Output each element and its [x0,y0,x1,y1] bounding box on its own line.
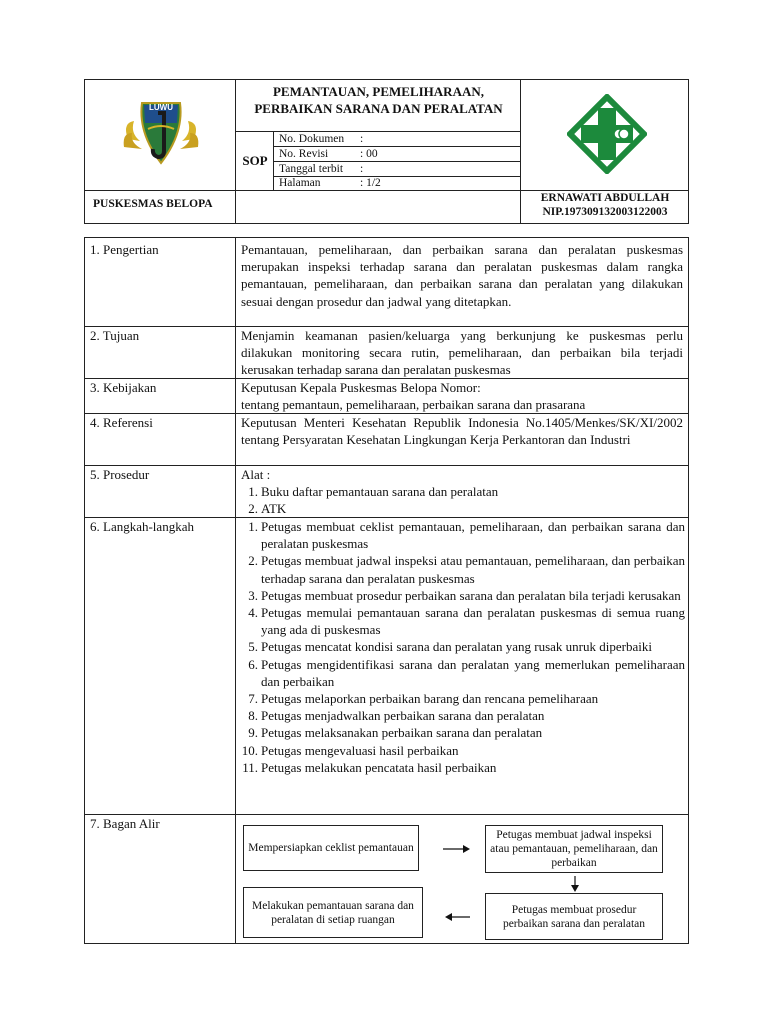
sop-body-table [84,237,689,944]
meta-value: : [360,163,364,175]
meta-label: No. Revisi [279,148,329,160]
signer-nip: NIP.197309132003122003 [542,206,668,218]
section-label-pengertian: 1. Pengertian [90,242,159,257]
meta-label: Tanggal terbit [279,163,344,175]
section-label-langkah: 6. Langkah-langkah [90,519,194,534]
list-item: 5. Petugas mencatat kondisi sarana dan peralatan yang rusak unruk diperbaiki [248,639,652,655]
meta-label: No. Dokumen [279,133,345,145]
flow-arrows [85,238,688,943]
list-item: 7. Petugas melaporkan perbaikan barang dan rencana pemeliharaan [248,691,599,707]
meta-value: : 00 [360,148,378,160]
flow-box-1: Mempersiapkan ceklist pemantauan [243,825,419,871]
kebijakan-line: tentang pemantaun, pemeliharaan, perbaikan sarana dan prasarana [241,397,586,413]
document-header [84,79,689,224]
list-item: 4. Petugas memulai pemantauan sarana dan peralatan puskesmas di semua ruang yang ada di puskesmas [248,605,685,638]
list-item: 3. Petugas membuat prosedur perbaikan sarana dan peralatan bila terjadi kerusakan [248,587,681,603]
list-item: 6. Petugas mengidentifikasi sarana dan peralatan yang memerlukan pemeliharaan dan perbaikan [248,656,685,689]
list-item: 11. Petugas melakukan pencatata hasil perbaikan [242,759,497,775]
meta-value: : 1/2 [360,177,381,189]
section-label-referensi: 4. Referensi [90,415,153,430]
arrow-down-icon [571,876,579,892]
prosedur-heading: Alat : [241,467,271,482]
arrow-right-icon [443,845,470,853]
meta-label: Halaman [279,177,321,189]
section-text-tujuan: Menjamin keamanan pasien/keluarga yang berkunjung ke puskesmas perlu dilakukan monitoring secara rutin, pemeliharaan, dan perbaikan bila terjadi kerusakan terhadap sarana dan peralatan puskesmas [241,328,683,378]
kebijakan-line: Keputusan Kepala Puskesmas Belopa Nomor: [241,380,481,395]
document-title: PEMANTAUAN, PEMELIHARAAN, PERBAIKAN SARANA DAN PERALATAN [254,84,503,116]
arrow-left-icon [445,913,470,921]
district-logo [120,93,202,175]
logo-text: LUWU [149,103,173,112]
section-text-pengertian: Pemantauan, pemeliharaan, dan perbaikan sarana dan peralatan puskesmas merupakan inspeksi terhadap sarana dan peralatan puskesmas dalam rangka pemantauan, pemeliharaan, dan perbaikan sarana dan peralatan yang dilakukan sesuai dengan prosedur dan jadwal yang ditetapkan. [241,242,683,309]
list-item: 8. Petugas menjadwalkan perbaikan sarana dan peralatan [248,708,545,724]
list-item: 9. Petugas melaksanakan perbaikan sarana dan peralatan [248,725,543,741]
signer-block [520,191,690,219]
signer-name: ERNAWATI ABDULLAH [540,192,670,204]
section-label-tujuan: 2. Tujuan [90,328,140,343]
list-item: 2. ATK [248,501,287,517]
list-item: 1. Petugas membuat ceklist pemantauan, pemeliharaan, dan perbaikan sarana dan peralatan puskesmas [248,519,685,552]
section-label-bagan: 7. Bagan Alir [90,816,160,831]
list-item: 2. Petugas membuat jadwal inspeksi atau pemantauan, pemeliharaan, dan perbaikan terhadap sarana dan peralatan puskesmas [248,553,685,586]
list-item: 10. Petugas mengevaluasi hasil perbaikan [241,742,459,758]
meta-value: : [360,133,364,145]
flow-box-3: Melakukan pemantauan sarana dan peralatan di setiap ruangan [243,887,423,938]
section-label-prosedur: 5. Prosedur [90,467,150,482]
puskesmas-name: PUSKESMAS BELOPA [93,198,213,210]
flow-box-2: Petugas membuat jadwal inspeksi atau pemantauan, pemeliharaan, dan perbaikan [485,825,663,873]
puskesmas-logo [567,94,647,174]
flow-box-4: Petugas membuat prosedur perbaikan sarana dan peralatan [485,893,663,940]
sop-label: SOP [242,153,268,168]
list-item: 1. Buku daftar pemantauan sarana dan peralatan [248,484,499,499]
section-label-kebijakan: 3. Kebijakan [90,380,157,395]
section-text-referensi: Keputusan Menteri Kesehatan Republik Indonesia No.1405/Menkes/SK/XI/2002 tentang Persyaratan Kesehatan Lingkungan Kerja Perkantoran dan Industri [241,415,683,448]
